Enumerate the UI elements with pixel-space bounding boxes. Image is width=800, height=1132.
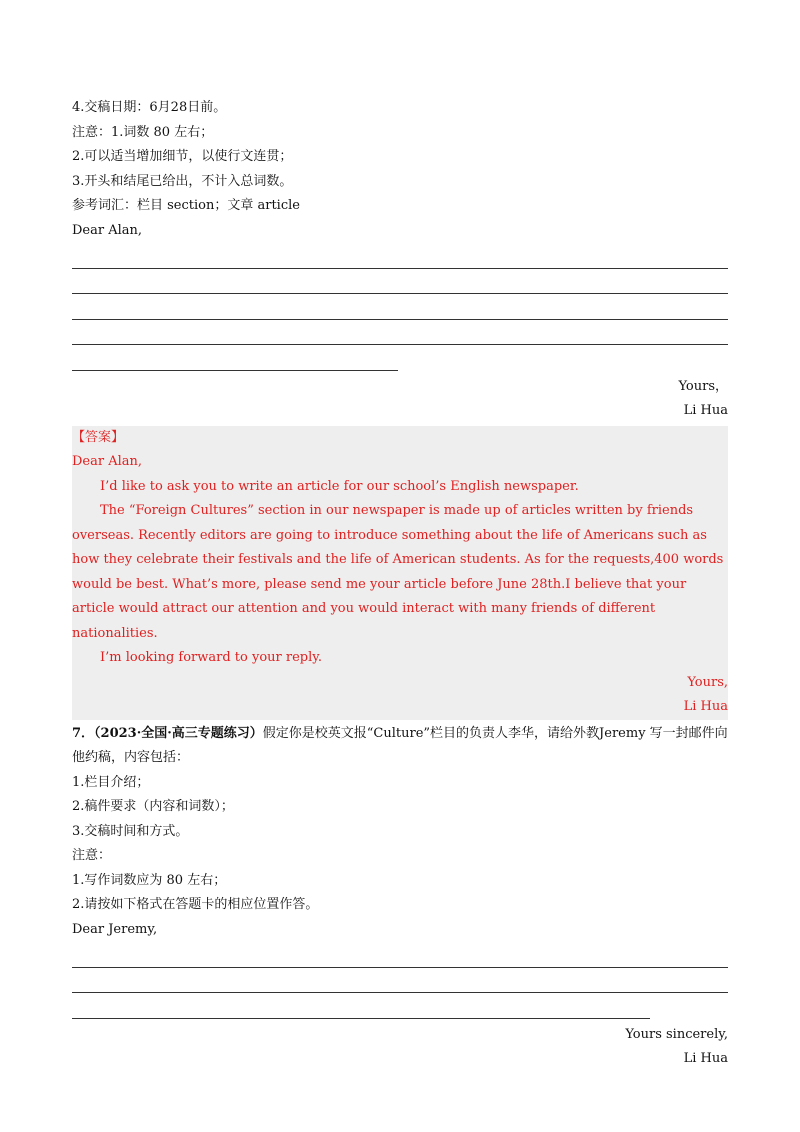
letter-signature: Li Hua — [683, 403, 728, 418]
question-number: 7． — [72, 725, 95, 741]
writing-line[interactable] — [72, 320, 728, 346]
requirement-line: 4.交稿日期：6月28日前。 — [72, 100, 227, 115]
question-text: 假定你是校英文报“Culture”栏目的负责人李华，请给外教Jeremy 写一封邮件向他约稿，内容包括： — [72, 725, 728, 765]
writing-line[interactable] — [72, 243, 728, 269]
writing-area[interactable] — [72, 243, 728, 371]
requirement-line: 3.开头和结尾已给出，不计入总词数。 — [72, 173, 293, 189]
letter-closing: Yours， — [678, 378, 728, 394]
question-item: 1.栏目介绍； — [72, 774, 150, 790]
letter-greeting: Dear Alan, — [72, 222, 143, 238]
previous-task — [72, 96, 728, 424]
answer-signature: Li Hua — [683, 699, 728, 714]
document-page — [72, 96, 728, 1072]
question-7 — [72, 722, 728, 1072]
requirement-line: 注意：1.词数 80 左右； — [72, 124, 214, 140]
question-item: 2.请按如下格式在答题卡的相应位置作答。 — [72, 897, 319, 912]
answer-paragraph: I’d like to ask you to write an article for our school’s English newspaper. — [100, 478, 579, 494]
writing-line[interactable] — [72, 968, 728, 994]
answer-paragraph: The “Foreign Cultures” section in our newspaper is made up of articles written by friends overseas. Recently editors are going to introduce something about the life of Americans such as how they celebrate their festivals and the life of American students. As for the requests,400 words would be best. What’s more, please send me your article before June 28th.I believe that your article would attract our attention and you would interact with many friends of different nationalities. — [72, 503, 724, 641]
question-item: 1.写作词数应为 80 左右； — [72, 872, 227, 888]
writing-line[interactable] — [72, 993, 650, 1019]
question-source: （2023·全国·高三专题练习） — [94, 725, 263, 741]
question-item: 2.稿件要求（内容和词数）； — [72, 799, 234, 814]
question-prompt — [72, 722, 728, 771]
writing-line[interactable] — [72, 942, 728, 968]
question-item: 注意： — [72, 848, 112, 863]
writing-area[interactable] — [72, 942, 728, 1019]
question-item: 3.交稿时间和方式。 — [72, 823, 189, 839]
answer-paragraph: I’m looking forward to your reply. — [100, 650, 323, 665]
answer-label: 【答案】 — [72, 429, 125, 445]
answer-closing: Yours, — [687, 674, 728, 690]
letter-signature: Li Hua — [683, 1051, 728, 1066]
writing-line[interactable] — [72, 294, 728, 320]
vocabulary-line: 参考词汇：栏目 section；文章 article — [72, 198, 300, 213]
answer-block — [72, 426, 728, 720]
writing-line[interactable] — [72, 269, 728, 295]
answer-greeting: Dear Alan, — [72, 454, 143, 469]
requirement-line: 2.可以适当增加细节，以使行文连贯； — [72, 149, 293, 164]
letter-greeting: Dear Jeremy, — [72, 921, 158, 937]
writing-line[interactable] — [72, 345, 398, 371]
letter-closing: Yours sincerely, — [625, 1026, 728, 1042]
